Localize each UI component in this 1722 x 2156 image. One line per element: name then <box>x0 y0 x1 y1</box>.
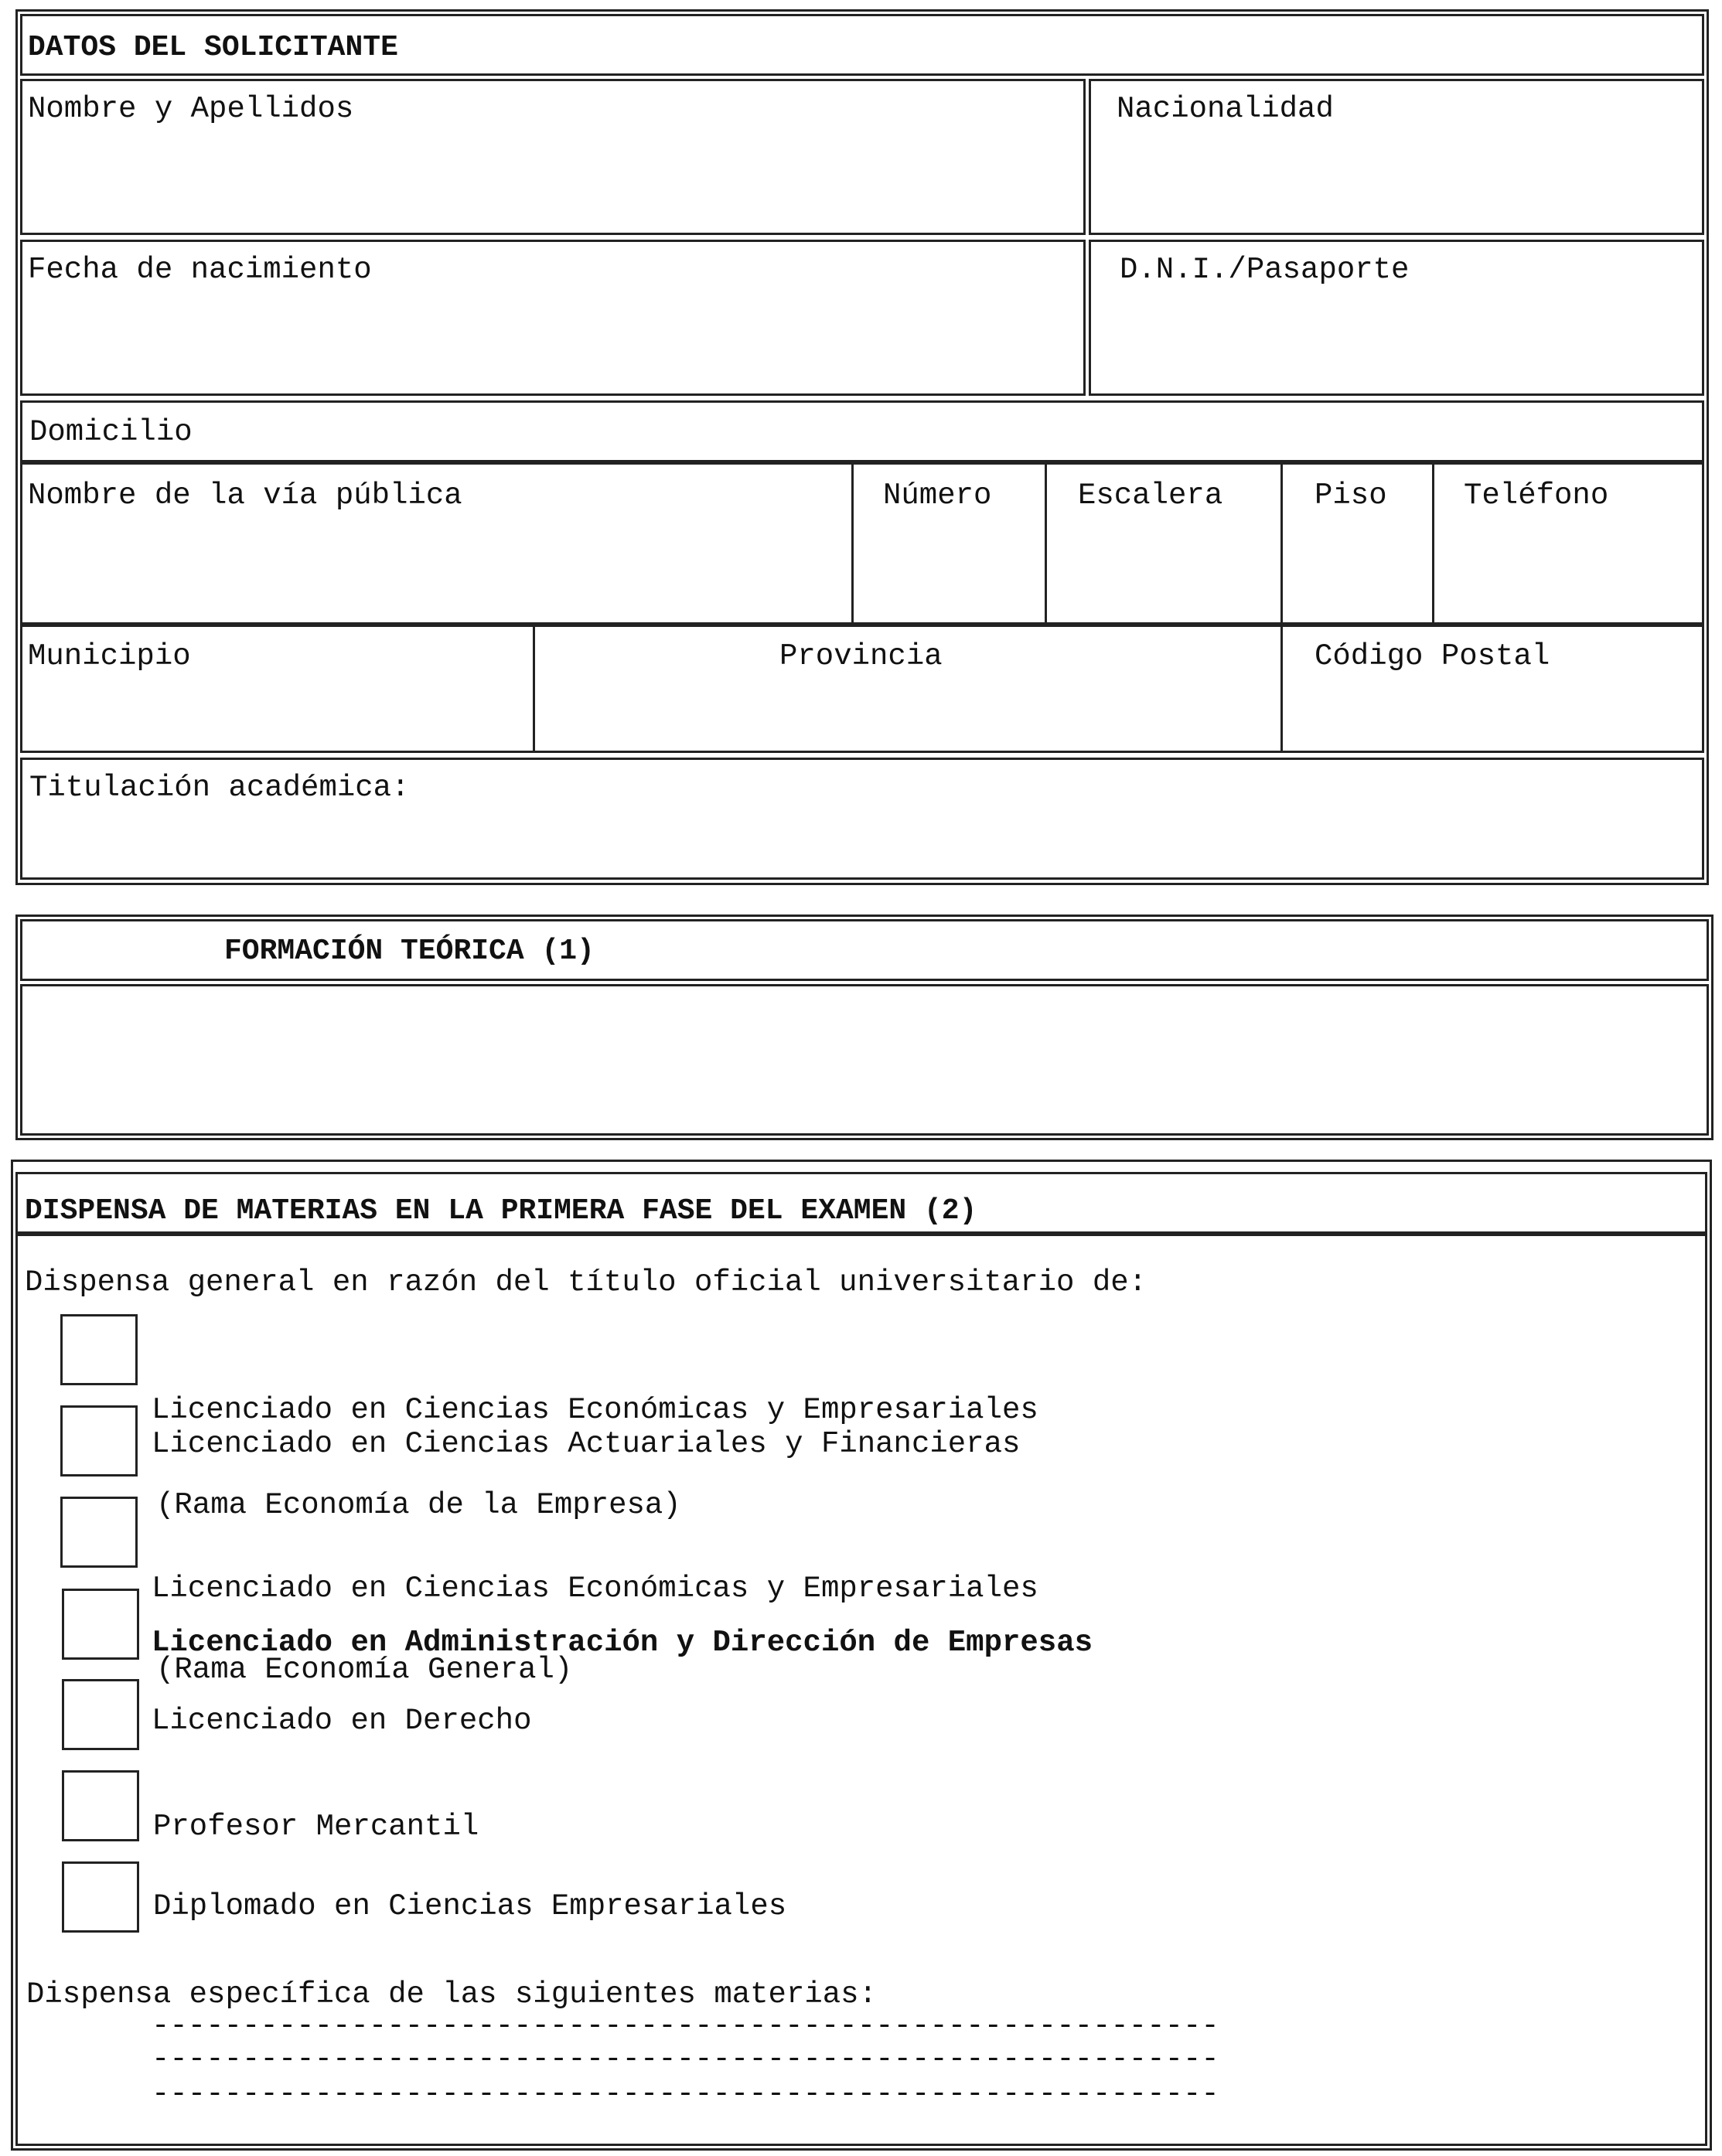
option-checkbox-1[interactable] <box>60 1314 138 1385</box>
via-publica-label: Nombre de la vía pública <box>28 479 462 513</box>
option-checkbox-2[interactable] <box>60 1405 138 1477</box>
option-checkbox-7[interactable] <box>62 1861 139 1933</box>
domicilio-row <box>20 400 1704 462</box>
dispensa-specific-intro: Dispensa específica de las siguientes materias: <box>26 1977 877 2011</box>
nombre-label: Nombre y Apellidos <box>28 92 354 126</box>
formacion-title: FORMACIÓN TEÓRICA (1) <box>224 935 595 968</box>
numero-label: Número <box>883 479 992 513</box>
provincia-label: Provincia <box>779 639 943 673</box>
blank-line-2[interactable]: ----------------------------------------------------------- <box>152 2042 1219 2076</box>
piso-label: Piso <box>1315 479 1387 513</box>
option-checkbox-4[interactable] <box>62 1589 139 1660</box>
titulacion-label: Titulación académica: <box>29 771 410 805</box>
codigo-postal-label: Código Postal <box>1315 639 1550 673</box>
escalera-label: Escalera <box>1078 479 1223 513</box>
option-checkbox-3[interactable] <box>60 1497 138 1568</box>
option-label-2: Licenciado en Ciencias Actuariales y Financieras <box>152 1427 1021 1461</box>
option-label-3: Licenciado en Ciencias Económicas y Empresariales (Rama Economía General) <box>152 1572 1038 1688</box>
option-checkbox-5[interactable] <box>62 1679 139 1750</box>
nacionalidad-label: Nacionalidad <box>1117 92 1334 126</box>
option-label-4: Licenciado en Administración y Dirección de Empresas <box>152 1626 1093 1660</box>
telefono-label: Teléfono <box>1464 479 1609 513</box>
option-label-5: Licenciado en Derecho <box>152 1704 532 1738</box>
option-checkbox-6[interactable] <box>62 1770 139 1841</box>
dispensa-title: DISPENSA DE MATERIAS EN LA PRIMERA FASE DEL EXAMEN (2) <box>25 1194 977 1228</box>
applicant-title: DATOS DEL SOLICITANTE <box>28 31 398 64</box>
dni-label: D.N.I./Pasaporte <box>1120 253 1410 287</box>
municipio-label: Municipio <box>28 639 191 673</box>
fecha-nacimiento-label: Fecha de nacimiento <box>28 253 372 287</box>
domicilio-label: Domicilio <box>29 415 193 449</box>
option-label-7: Diplomado en Ciencias Empresariales <box>153 1889 787 1923</box>
option-label-1: Licenciado en Ciencias Económicas y Empresariales (Rama Economía de la Empresa) <box>152 1392 1038 1522</box>
blank-line-3[interactable]: ----------------------------------------------------------- <box>152 2077 1219 2111</box>
option-label-6: Profesor Mercantil <box>153 1810 479 1844</box>
formacion-field[interactable] <box>20 984 1709 1136</box>
dispensa-general-intro: Dispensa general en razón del título oficial universitario de: <box>25 1265 1147 1299</box>
blank-line-1[interactable]: ----------------------------------------------------------- <box>152 2009 1219 2043</box>
